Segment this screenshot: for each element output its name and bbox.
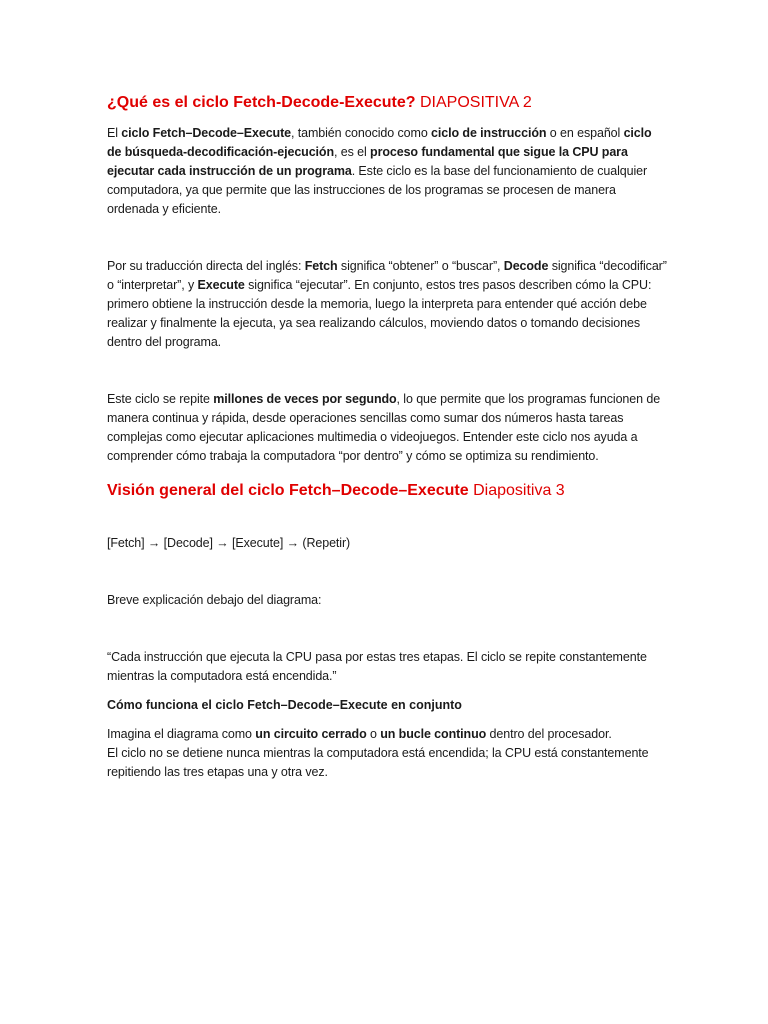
bold-run: un circuito cerrado [255,727,367,741]
document-body [107,92,667,782]
cycle-diagram-text: [Fetch] → [Decode] → [Execute] → (Repetir) [107,536,351,550]
text-run: significa “ejecutar”. En conjunto, estos tres pasos describen cómo la CPU: primero obtiene la instrucción desde la memoria, luego la interpreta para entender qué acción debe realizar y finalmente la ejecuta, ya sea realizando cálculos, moviendo datos o tomando decisiones dentro del programa. [107,278,652,349]
text-run: , es el [334,145,371,159]
diagram-caption-label: Breve explicación debajo del diagrama: [107,593,322,607]
heading-slide-tag: DIAPOSITIVA 2 [420,94,532,111]
diagram-quote: “Cada instrucción que ejecuta la CPU pasa por estas tres etapas. El ciclo se repite constantemente mientras la computadora está encendida.” [107,650,647,683]
text-run: , lo que permite que los programas funcionen de manera continua y rápida, desde operaciones sencillas como sumar dos números hasta tareas complejas como ejecutar aplicaciones multimedia o videojuegos. Entender este ciclo nos ayuda a comprender cómo trabaja la computadora “por dentro” y cómo se optimiza su rendimiento. [107,392,661,463]
text-run: dentro del procesador. [486,727,612,741]
text-run: o [366,727,381,741]
subheading-how-it-works: Cómo funciona el ciclo Fetch–Decode–Execute en conjunto [107,698,462,712]
text-run: significa “obtener” o “buscar”, [337,259,504,273]
bold-run: proceso fundamental que sigue la CPU para ejecutar cada instrucción de un programa [107,145,628,178]
text-run: Este ciclo se repite [107,392,214,406]
heading-slide-tag: Diapositiva 3 [473,482,565,499]
text-run: o en español [546,126,624,140]
text-run: . Este ciclo es la base del funcionamiento de cualquier computadora, ya que permite que las instrucciones de los programas se procesen de manera ordenada y eficiente. [107,164,648,216]
text-run: El ciclo no se detiene nunca mientras la computadora está encendida; la CPU está constantemente repitiendo las tres etapas una y otra vez. [107,746,649,779]
text-run: El [107,126,122,140]
paragraph-loop [107,725,667,782]
paragraph-definition [107,124,667,219]
bold-run: millones de veces por segundo [213,392,397,406]
text-run: significa “decodificar” o “interpretar”, y [107,259,667,292]
heading-title: Visión general del ciclo Fetch–Decode–Execute [107,482,469,499]
section-heading-slide-2 [107,92,667,114]
bold-run: un bucle continuo [380,727,487,741]
paragraph-repetition [107,390,667,466]
bold-run: Decode [503,259,549,273]
text-run: , también conocido como [291,126,432,140]
bold-run: ciclo Fetch–Decode–Execute [121,126,291,140]
bold-run: ciclo de instrucción [431,126,547,140]
paragraph-translation [107,257,667,352]
bold-run: Fetch [304,259,338,273]
text-run: Imagina el diagrama como [107,727,256,741]
bold-run: Execute [197,278,245,292]
text-run: Por su traducción directa del inglés: [107,259,305,273]
bold-run: ciclo de búsqueda-decodificación-ejecución [107,126,652,159]
heading-title: ¿Qué es el ciclo Fetch-Decode-Execute? [107,94,416,111]
section-heading-slide-3 [107,480,667,502]
